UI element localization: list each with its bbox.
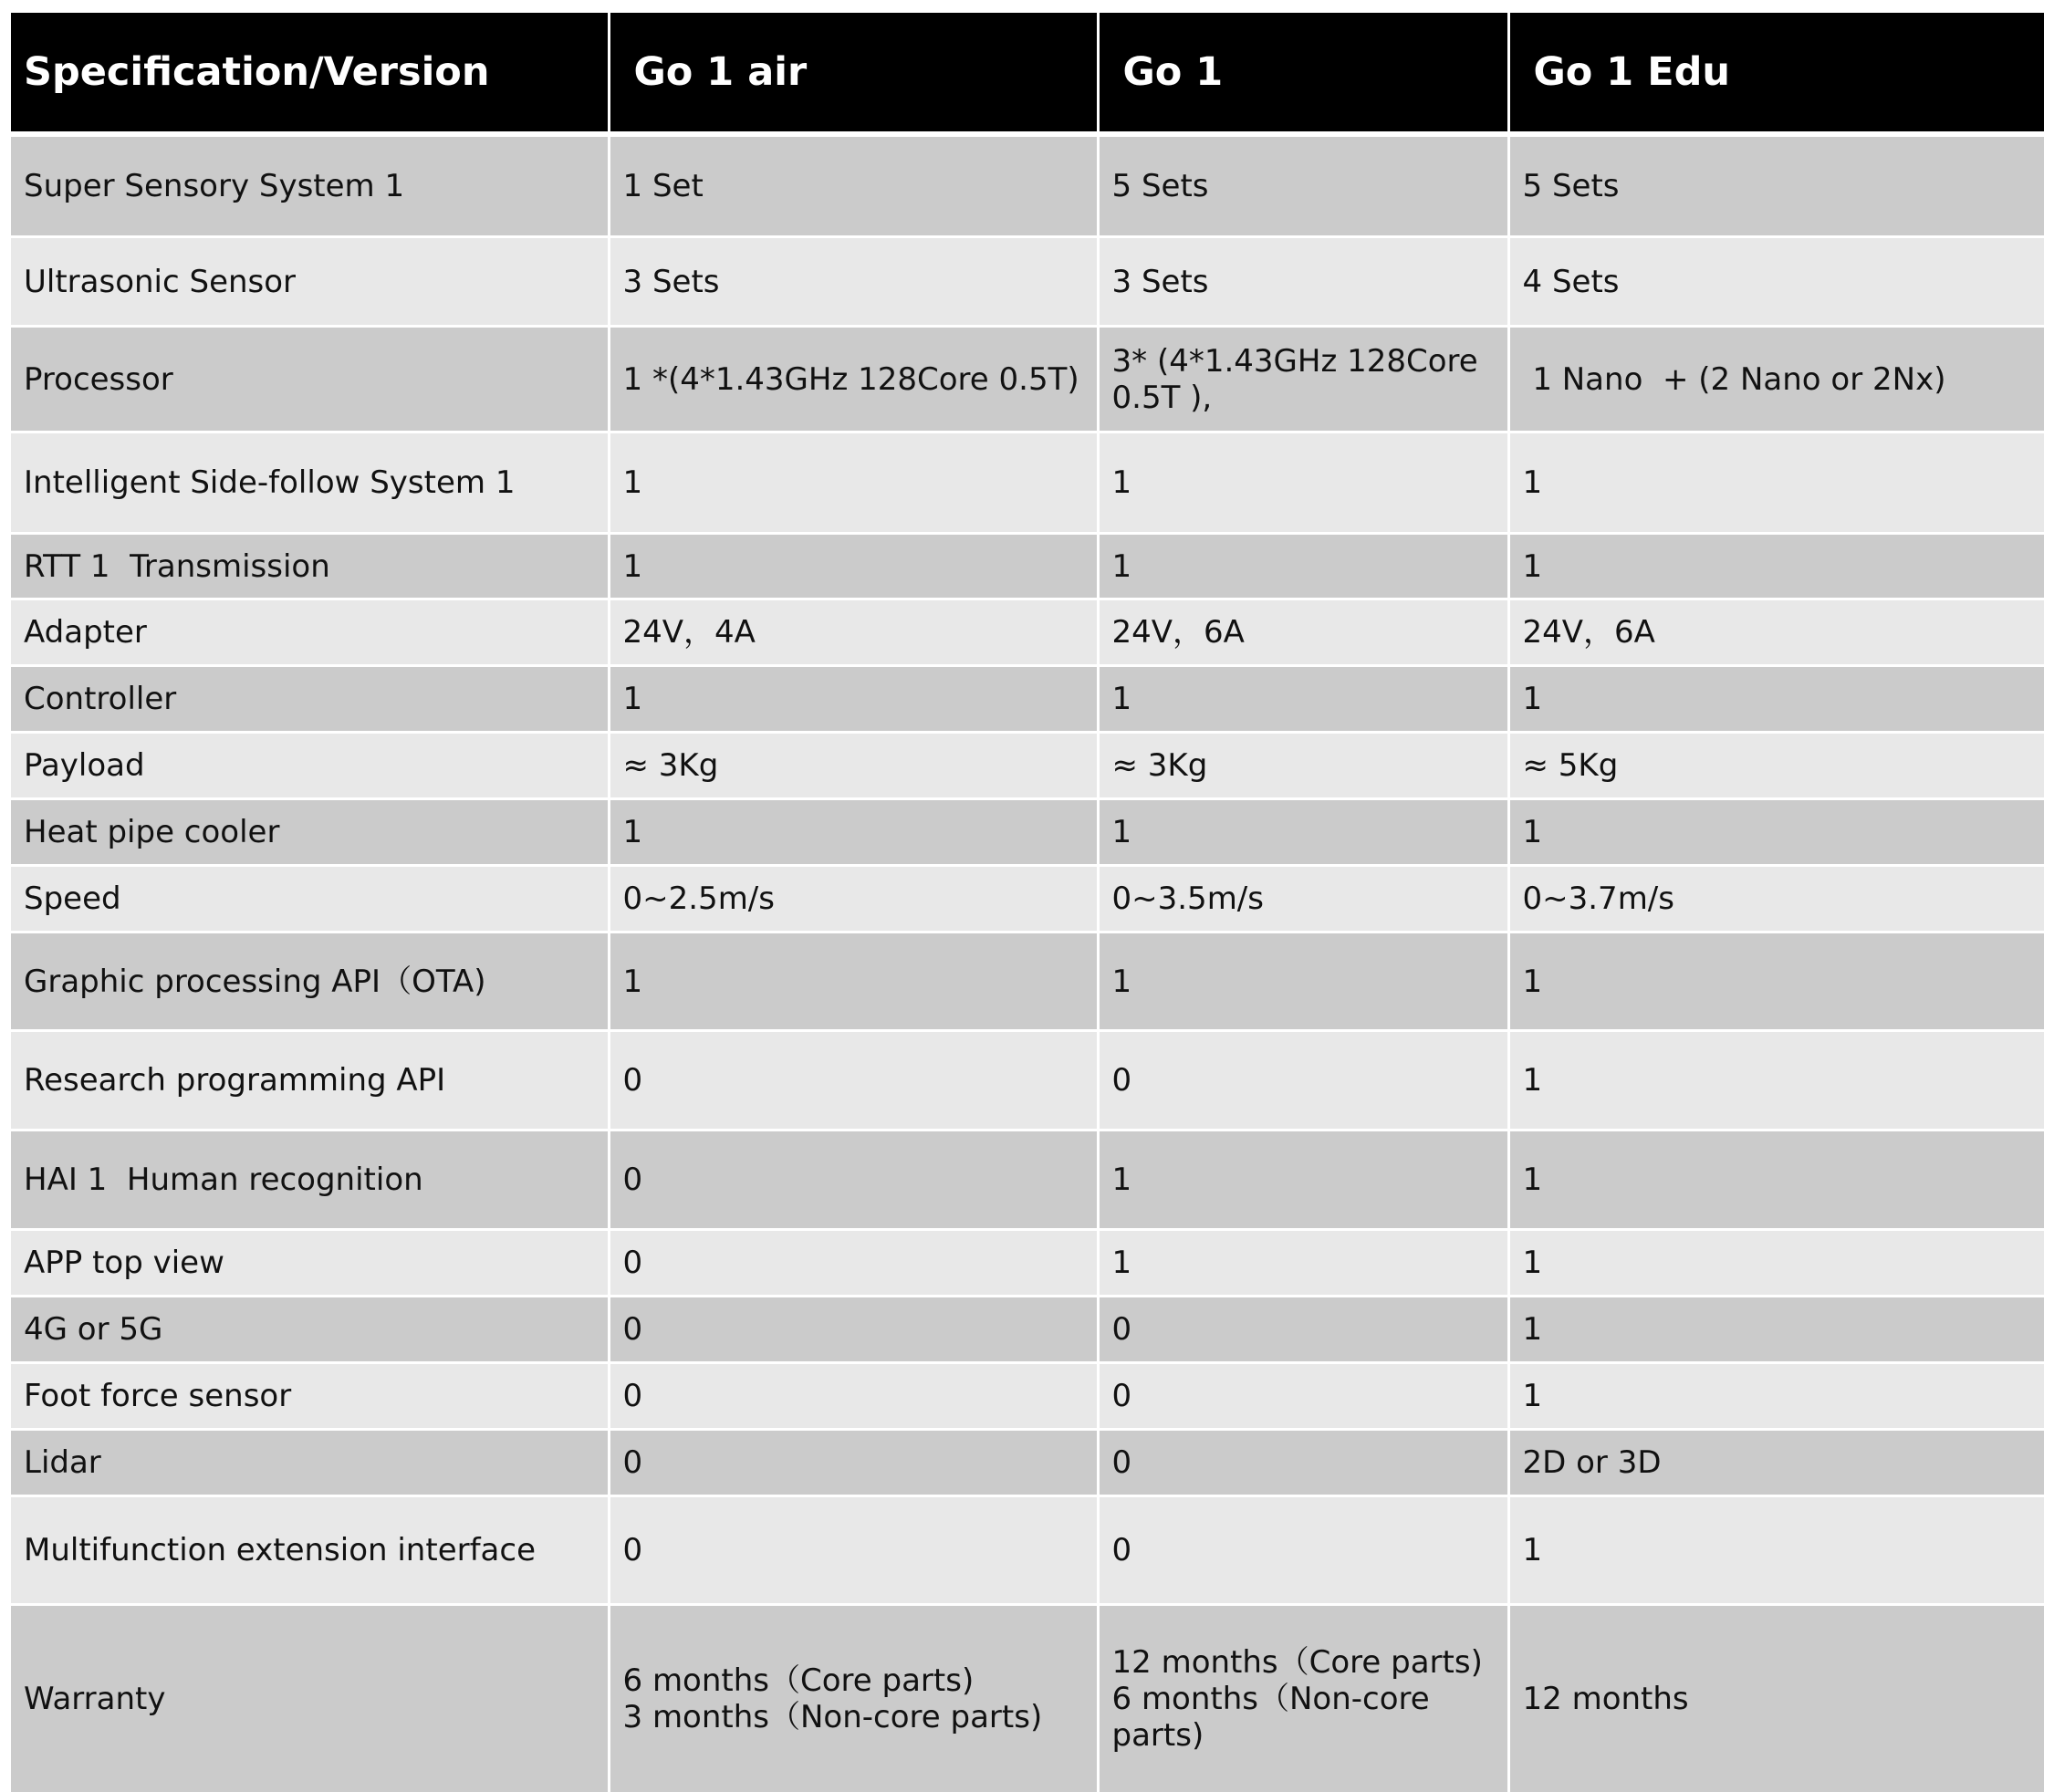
- cell-spec: [11, 599, 609, 666]
- cell-text: 1: [1523, 1378, 2032, 1414]
- cell-go1: [1098, 1230, 1508, 1297]
- cell-text: 1: [623, 681, 1084, 717]
- cell-go1: [1098, 1605, 1508, 1792]
- cell-go1-air: [609, 432, 1098, 534]
- cell-go1-air: [609, 1297, 1098, 1363]
- cell-spec: [11, 1130, 609, 1230]
- cell-go1-edu: [1508, 1230, 2044, 1297]
- cell-go1: [1098, 237, 1508, 327]
- cell-text: 4G or 5G: [24, 1311, 595, 1348]
- cell-text: 24V，4A: [623, 614, 1084, 651]
- cell-go1-air: [609, 866, 1098, 932]
- cell-spec: [11, 1430, 609, 1496]
- cell-spec: [11, 1031, 609, 1130]
- cell-go1-air: [609, 1230, 1098, 1297]
- cell-spec: [11, 1230, 609, 1297]
- cell-text: APP top view: [24, 1245, 595, 1281]
- cell-go1-air: [609, 1363, 1098, 1430]
- header-go1: Go 1: [1098, 13, 1508, 134]
- cell-go1-air: [609, 1605, 1098, 1792]
- cell-text: 1: [1112, 814, 1495, 850]
- cell-go1-edu: [1508, 866, 2044, 932]
- cell-text: 1: [1523, 814, 2032, 850]
- cell-text: Processor: [24, 361, 595, 398]
- cell-text: 1: [1523, 681, 2032, 717]
- cell-text: 1 *(4*1.43GHz 128Core 0.5T): [623, 361, 1084, 398]
- cell-text: 1: [1523, 1162, 2032, 1198]
- cell-text: 24V，6A: [1523, 614, 2032, 651]
- cell-go1-edu: [1508, 1496, 2044, 1605]
- cell-go1-edu: [1508, 134, 2044, 237]
- cell-go1: [1098, 799, 1508, 866]
- cell-text: 5 Sets: [1112, 168, 1495, 204]
- cell-text: 0: [623, 1162, 1084, 1198]
- cell-spec: [11, 866, 609, 932]
- cell-text: 1: [1112, 1245, 1495, 1281]
- table-row: [11, 733, 2044, 799]
- cell-go1: [1098, 1363, 1508, 1430]
- cell-go1-air: [609, 932, 1098, 1031]
- cell-go1: [1098, 534, 1508, 599]
- cell-text: Warranty: [24, 1681, 595, 1717]
- cell-go1-edu: [1508, 799, 2044, 866]
- cell-go1-air: [609, 1130, 1098, 1230]
- cell-text: Foot force sensor: [24, 1378, 595, 1414]
- cell-text: 1: [1112, 464, 1495, 501]
- cell-text: 0~3.7m/s: [1523, 880, 2032, 917]
- cell-spec: [11, 237, 609, 327]
- cell-go1-air: [609, 666, 1098, 733]
- table-row: [11, 1496, 2044, 1605]
- table-row: [11, 327, 2044, 432]
- cell-go1: [1098, 1130, 1508, 1230]
- table-row: [11, 1297, 2044, 1363]
- table-row: [11, 1605, 2044, 1792]
- cell-text: Adapter: [24, 614, 595, 651]
- cell-spec: [11, 327, 609, 432]
- cell-text: 0~2.5m/s: [623, 880, 1084, 917]
- cell-text: 0: [623, 1378, 1084, 1414]
- cell-text: 12 months（Core parts) 6 months（Non-core parts): [1112, 1644, 1495, 1754]
- cell-spec: [11, 1297, 609, 1363]
- cell-go1: [1098, 1430, 1508, 1496]
- cell-go1-air: [609, 1031, 1098, 1130]
- cell-text: 12 months: [1523, 1681, 2032, 1717]
- cell-go1-air: [609, 1496, 1098, 1605]
- cell-go1-edu: [1508, 1605, 2044, 1792]
- cell-go1: [1098, 866, 1508, 932]
- cell-go1-air: [609, 134, 1098, 237]
- cell-text: 0~3.5m/s: [1112, 880, 1495, 917]
- cell-text: 1: [623, 964, 1084, 1000]
- cell-text: ≈ 5Kg: [1523, 747, 2032, 784]
- table-row: [11, 599, 2044, 666]
- cell-go1-edu: [1508, 1297, 2044, 1363]
- cell-spec: [11, 666, 609, 733]
- cell-go1-air: [609, 799, 1098, 866]
- spec-comparison-table: [11, 13, 2044, 1792]
- cell-go1: [1098, 327, 1508, 432]
- cell-go1-edu: [1508, 666, 2044, 733]
- cell-text: 4 Sets: [1523, 264, 2032, 300]
- cell-text: RTT 1 Transmission: [24, 548, 595, 585]
- cell-text: ≈ 3Kg: [1112, 747, 1495, 784]
- cell-text: 0: [1112, 1311, 1495, 1348]
- cell-text: Super Sensory System 1: [24, 168, 595, 204]
- cell-go1-air: [609, 1430, 1098, 1496]
- cell-text: 0: [623, 1311, 1084, 1348]
- cell-go1-air: [609, 534, 1098, 599]
- cell-go1-edu: [1508, 534, 2044, 599]
- table-row: [11, 666, 2044, 733]
- cell-text: 1: [1523, 464, 2032, 501]
- cell-text: 1: [1112, 1162, 1495, 1198]
- table-row: [11, 432, 2044, 534]
- cell-text: Heat pipe cooler: [24, 814, 595, 850]
- spec-table-body: [11, 134, 2044, 1792]
- cell-spec: [11, 733, 609, 799]
- table-row: [11, 1363, 2044, 1430]
- cell-text: 1: [1523, 1311, 2032, 1348]
- table-row: [11, 237, 2044, 327]
- cell-go1-air: [609, 237, 1098, 327]
- cell-go1-edu: [1508, 733, 2044, 799]
- cell-go1-air: [609, 733, 1098, 799]
- table-row: [11, 1130, 2044, 1230]
- cell-text: 0: [623, 1444, 1084, 1481]
- cell-text: 1: [623, 464, 1084, 501]
- cell-text: 0: [1112, 1444, 1495, 1481]
- cell-go1-edu: [1508, 237, 2044, 327]
- cell-go1-edu: [1508, 1031, 2044, 1130]
- cell-text: Multifunction extension interface: [24, 1532, 595, 1568]
- cell-go1: [1098, 1297, 1508, 1363]
- cell-go1: [1098, 733, 1508, 799]
- header-go1-air: Go 1 air: [609, 13, 1098, 134]
- cell-spec: [11, 134, 609, 237]
- cell-text: 1: [1523, 964, 2032, 1000]
- cell-spec: [11, 932, 609, 1031]
- cell-text: Research programming API: [24, 1062, 595, 1099]
- cell-spec: [11, 1363, 609, 1430]
- cell-go1-edu: [1508, 432, 2044, 534]
- cell-text: 2D or 3D: [1523, 1444, 2032, 1481]
- cell-text: 1: [1112, 964, 1495, 1000]
- table-row: [11, 1230, 2044, 1297]
- header-specification: Specification/Version: [11, 13, 609, 134]
- cell-text: 24V，6A: [1112, 614, 1495, 651]
- cell-text: 0: [1112, 1378, 1495, 1414]
- cell-go1-edu: [1508, 1430, 2044, 1496]
- cell-text: 0: [623, 1062, 1084, 1099]
- cell-text: 1: [1112, 548, 1495, 585]
- header-go1-edu: Go 1 Edu: [1508, 13, 2044, 134]
- cell-text: ≈ 3Kg: [623, 747, 1084, 784]
- cell-text: Controller: [24, 681, 595, 717]
- cell-text: 1: [1112, 681, 1495, 717]
- cell-go1-edu: [1508, 1363, 2044, 1430]
- cell-text: 0: [623, 1245, 1084, 1281]
- cell-text: HAI 1 Human recognition: [24, 1162, 595, 1198]
- cell-go1-air: [609, 327, 1098, 432]
- cell-text: Lidar: [24, 1444, 595, 1481]
- table-row: [11, 534, 2044, 599]
- cell-text: 3 Sets: [1112, 264, 1495, 300]
- cell-spec: [11, 1496, 609, 1605]
- cell-text: 0: [623, 1532, 1084, 1568]
- cell-go1: [1098, 1031, 1508, 1130]
- cell-spec: [11, 432, 609, 534]
- cell-text: 1: [1523, 1062, 2032, 1099]
- cell-text: 1: [623, 814, 1084, 850]
- cell-go1-edu: [1508, 599, 2044, 666]
- cell-go1-edu: [1508, 932, 2044, 1031]
- cell-go1: [1098, 1496, 1508, 1605]
- cell-text: 1 Nano + (2 Nano or 2Nx): [1523, 361, 2032, 398]
- cell-text: Speed: [24, 880, 595, 917]
- cell-spec: [11, 799, 609, 866]
- cell-go1-edu: [1508, 327, 2044, 432]
- cell-text: Graphic processing API（OTA): [24, 964, 595, 1000]
- table-row: [11, 799, 2044, 866]
- cell-text: 5 Sets: [1523, 168, 2032, 204]
- cell-text: 3 Sets: [623, 264, 1084, 300]
- cell-text: 1: [1523, 1532, 2032, 1568]
- cell-text: Intelligent Side-follow System 1: [24, 464, 595, 501]
- cell-text: 0: [1112, 1532, 1495, 1568]
- table-row: [11, 932, 2044, 1031]
- cell-text: 0: [1112, 1062, 1495, 1099]
- cell-go1: [1098, 932, 1508, 1031]
- cell-spec: [11, 534, 609, 599]
- cell-text: Ultrasonic Sensor: [24, 264, 595, 300]
- cell-text: 1: [1523, 1245, 2032, 1281]
- table-row: [11, 866, 2044, 932]
- cell-text: 1 Set: [623, 168, 1084, 204]
- cell-go1: [1098, 666, 1508, 733]
- cell-go1-air: [609, 599, 1098, 666]
- table-row: [11, 1430, 2044, 1496]
- table-row: [11, 1031, 2044, 1130]
- cell-go1: [1098, 432, 1508, 534]
- cell-text: 3* (4*1.43GHz 128Core 0.5T ),: [1112, 343, 1495, 416]
- cell-spec: [11, 1605, 609, 1792]
- header-row: [11, 13, 2044, 134]
- cell-text: 1: [623, 548, 1084, 585]
- table-row: [11, 134, 2044, 237]
- cell-go1: [1098, 599, 1508, 666]
- cell-go1: [1098, 134, 1508, 237]
- cell-text: 1: [1523, 548, 2032, 585]
- cell-text: Payload: [24, 747, 595, 784]
- cell-text: 6 months（Core parts) 3 months（Non-core parts): [623, 1662, 1084, 1735]
- cell-go1-edu: [1508, 1130, 2044, 1230]
